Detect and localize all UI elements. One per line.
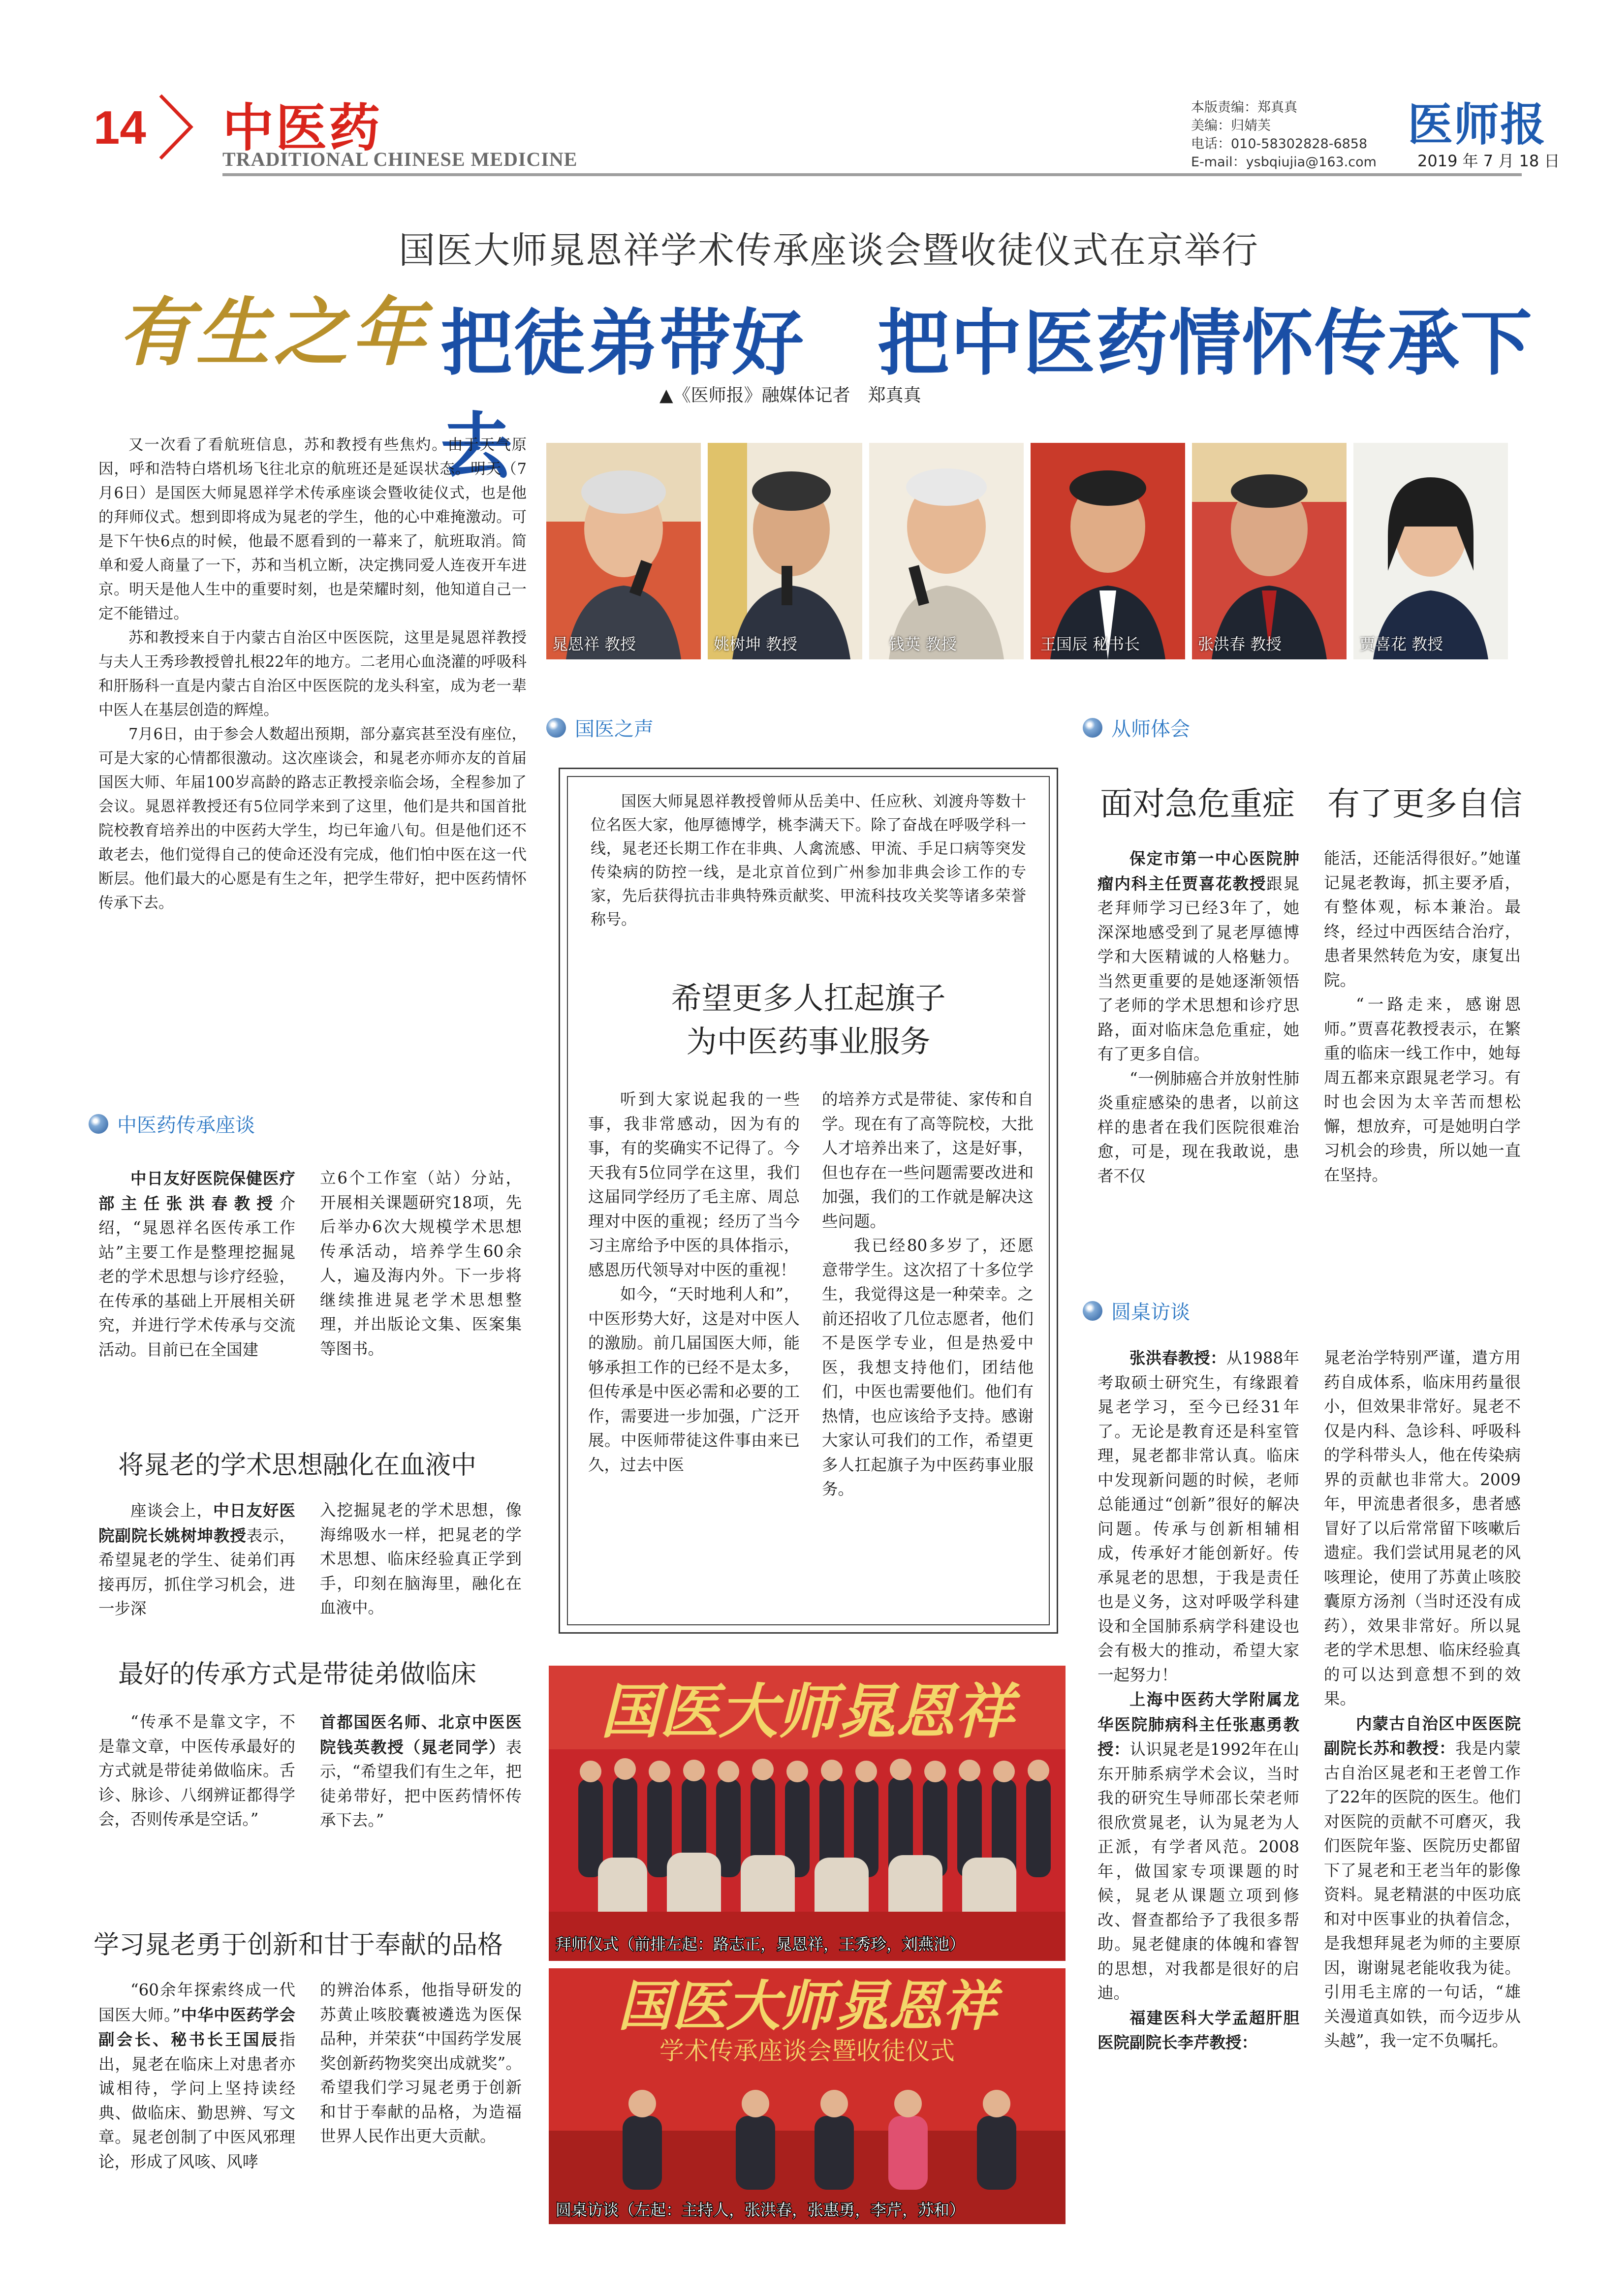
- portrait-caption: 姚树坤 教授: [714, 635, 798, 653]
- portrait-image: [1192, 443, 1347, 659]
- portrait-photo: [1031, 443, 1185, 659]
- round-col-left: 张洪春教授：从1988年考取硕士研究生，有缘跟着晁老学习，至今已经31年了。无论是教育还是科室管理，晁老都非常认真。临床中发现新问题的时候，老师总能通过“创新”很好的解决问题。传承与创新相辅相成，传承好才能创新好。传承晁老的思想，于我是责任也是义务，这对呼吸学科建设和全国肺系病学科建设也会有极大的推动，希望大家一起努力！ 上海中医药大学附属龙华医院肺病科主任张惠勇教授：认识晁老是1992年在山东开肺系病学术会议，当时我的研究生导师邵长荣老师很欣赏晁老，认为晁老为人正派，有学者风范。2008年，做国家专项课题的时候，晁老从课题立项到修改、督查都给予了我很多帮助。晁老健康的体魄和睿智的思想，对我都是很好的启迪。 福建医科大学孟超肝胆医院副院长李芹教授：: [1097, 1348, 1299, 2052]
- subhead-clinic: 最好的传承方式是带徒弟做临床: [118, 1660, 477, 1689]
- portrait-photo: [869, 443, 1024, 659]
- portrait-image: [708, 443, 862, 659]
- inherit-col-e: “传承不是靠文字，不是靠文章，中医传承最好的方式就是带徒弟做临床。舌诊、脉诊、八纲辨证都得学会，否则传承是空话。”: [98, 1712, 295, 1829]
- intro-paragraph: 又一次看了看航班信息，苏和教授有些焦灼。由于天气原因，呼和浩特白塔机场飞往北京的航班还是延误状态。明天（7月6日）是国医大师晁恩祥学术传承座谈会暨收徒仪式，也是他的拜师仪式。想到即将成为晁老的学生，他的心中难掩激动。可是下午快6点的时候，他最不愿看到的一幕来了，航班取消。简单和爱人商量了一下，苏和当机立断，决定携同爱人连夜开车进京。明天是他人生中的重要时刻，也是荣耀时刻，他知道自己一定不能错过。: [98, 436, 527, 622]
- inherit-col-f: 首都国医名师、北京中医医院钱英教授（晁老同学）表示，“希望我们有生之年，把徒弟带好，把中医药情怀传承下去。”: [320, 1712, 522, 1830]
- intro-paragraph: 苏和教授来自于内蒙古自治区中医医院，这里是晁恩祥教授与夫人王秀珍教授曾扎根22年的地方。二老用心血浇灌的呼吸科和肝肠科一直是内蒙古自治区中医医院的龙头科室，成为老一辈中医人在基层创造的辉煌。: [98, 629, 527, 719]
- banner-text: 国医大师晁恩祥: [600, 1677, 1014, 1746]
- portrait-caption: 王国辰 秘书长: [1040, 635, 1140, 653]
- section-subtitle-en: TRADITIONAL CHINESE MEDICINE: [222, 148, 578, 170]
- inherit-col-a: 中日友好医院保健医疗部主任张洪春教授介绍，“晁恩祥名医传承工作站”主要工作是整理挖掘晁老的学术思想与诊疗经验，在传承的基础上开展相关研究，并进行学术传承与交流活动。目前已在全国建: [98, 1169, 295, 1359]
- voice-lead: 国医大师晁恩祥教授曾师从岳美中、任应秋、刘渡舟等数十位名医大家，他厚德博学，桃李满天下。除了奋战在呼吸学科一线，晁老还长期工作在非典、人禽流感、甲流、手足口病等突发传染病的防控一线，是北京首位到广州参加非典会诊工作的专家，先后获得抗击非典特殊贡献奖、甲流科技攻关奖等诸多荣誉称号。: [591, 793, 1026, 929]
- follow-title: 面对急危重症 有了更多自信: [1100, 785, 1522, 823]
- bullet-icon: [1083, 718, 1102, 738]
- portrait-caption: 张洪春 教授: [1198, 635, 1282, 653]
- portrait-photo: [546, 443, 701, 659]
- portrait-image: [1031, 443, 1185, 659]
- editor-line: 本版责编：郑真真: [1191, 100, 1297, 115]
- newspaper-logo: 医师报: [1408, 98, 1547, 151]
- portrait-photo: [1192, 443, 1347, 659]
- voice-title: 希望更多人扛起旗子 为中医药事业服务: [671, 980, 946, 1059]
- portrait-image: [869, 443, 1024, 659]
- photo-caption: 拜师仪式（前排左起：路志正，晁恩祥，王秀珍，刘燕池）: [556, 1935, 966, 1954]
- bullet-icon: [1083, 1301, 1102, 1321]
- editor-info: [1191, 98, 1377, 171]
- follow-col-right: 能活，还能活得很好。”她谨记晁老教诲，抓主要矛盾，有整体观，标本兼治。最终，经过中西医结合治疗，患者果然转危为安，康复出院。 “一路走来，感谢恩师。”贾喜花教授表示，在繁重的临床一线工作中，她每周五都来京跟晁老学习。有时也会因为太辛苦而想松懈，想放弃，可是她明白学习机会的珍贵，所以她一直在坚持。: [1324, 849, 1521, 1184]
- page-number: 14: [94, 101, 146, 154]
- intro-text: [98, 433, 527, 915]
- portrait-photo: [1353, 443, 1508, 659]
- inherit-col-h: 的辨治体系，他指导研发的苏黄止咳胶囊被遴选为医保品种，并荣获“中国药学发展奖创新药物奖突出成就奖”。希望我们学习晁老勇于创新和甘于奉献的品格，为造福世界人民作出更大贡献。: [320, 1981, 522, 2145]
- portrait-caption: 贾喜花 教授: [1359, 635, 1443, 653]
- issue-date: 2019 年 7 月 18 日: [1417, 152, 1560, 170]
- follow-col-left: 保定市第一中心医院肿瘤内科主任贾喜花教授跟晁老拜师学习已经3年了，她深深地感受到了晁老厚德博学和大医精诚的人格魅力。当然更重要的是她逐渐领悟了老师的学术思想和诊疗思路，面对临床急危重症，她有了更多自信。 “一例肺癌合并放射性肺炎重症感染的患者，以前这样的患者在我们医院很难治愈，可是，现在我敢说，患者不仅: [1097, 849, 1299, 1185]
- section-title: 中医药: [222, 98, 382, 158]
- roundtable-image: [549, 1968, 1066, 2224]
- subhead-blood: 将晁老的学术思想融化在血液中: [118, 1451, 477, 1480]
- inherit-col-b: 立6个工作室（站）分站，开展相关课题研究18项，先后举办6次大规模学术思想传承活动，培养学生60余人，遍及海内外。下一步将继续推进晁老学术思想整理，并出版论文集、医案集等图书。: [320, 1169, 522, 1358]
- inherit-col-g: “60余年探索终成一代国医大师。”中华中医药学会副会长、秘书长王国辰指出，晁老在临床上对患者亦诚相待，学问上坚持读经典、做临床、勤思辨、写文章。晁老创制了中医风邪理论，形成了风咳、风哮: [98, 1981, 295, 2171]
- intro-paragraph: 7月6日，由于参会人数超出预期，部分嘉宾甚至没有座位，可是大家的心情都很激动。这次座谈会，和晁老亦师亦友的首届国医大师、年届100岁高龄的路志正教授亲临会场，全程参加了会议。晁恩祥教授还有5位同学来到了这里，他们是共和国首批院校教育培养出的中医药大学生，均已年逾八旬。但是他们还不敢老去，他们觉得自己的使命还没有完成，他们怕中医在这一代断层。他们最大的心愿是有生之年，把学生带好，把中医药情怀传承下去。: [98, 726, 527, 912]
- editor-line: E-mail：ysbqiujia@163.com: [1191, 155, 1377, 170]
- section-heading-round: 圆桌访谈: [1083, 1297, 1190, 1325]
- header-rule: [222, 173, 1522, 176]
- voice-col-right: 的培养方式是带徒、家传和自学。现在有了高等院校，大批人才培养出来了，这是好事，但也存在一些问题需要改进和加强，我们的工作就是解决这些问题。 我已经80多岁了，还愿意带学生。这次招了十多位学生，我觉得这是一种荣幸。之前还招收了几位志愿者，他们不是医学专业，但是热爱中医，我想支持他们，团结他们，中医也需要他们。他们有热情，也应该给予支持。感谢大家认可我们的工作，希望更多人扛起旗子为中医药事业服务。: [822, 1090, 1034, 1498]
- section-heading-follow: 从师体会: [1083, 714, 1190, 742]
- banner-text: 国医大师晁恩祥: [618, 1974, 997, 2038]
- portrait-caption: 钱英 教授: [889, 635, 957, 653]
- roundtable-photo: [549, 1968, 1066, 2224]
- portrait-caption: 晁恩祥 教授: [552, 635, 636, 653]
- bullet-icon: [546, 718, 566, 738]
- round-col-right: 晁老治学特别严谨，遣方用药自成体系，临床用药量很小，但效果非常好。晁老不仅是内科、急诊科、呼吸科的学科带头人，他在传染病界的贡献也非常大。2009年，甲流患者很多，患者感冒好了以后常常留下咳嗽后遗症。我们尝试用晁老的风咳理论，使用了苏黄止咳胶囊原方汤剂（当时还没有成药），效果非常好。所以晁老的学术思想、临床经验真的可以达到意想不到的效果。 内蒙古自治区中医医院副院长苏和教授：我是内蒙古自治区晁老和王老曾工作了22年的医院的医生。他们对医院的贡献不可磨灭，我们医院年鉴、医院历史都留下了晁老和王老当年的影像资料。晁老精湛的中医功底和对中医事业的执着信念，是我想拜晁老为师的主要原因，谢谢晁老能收我为徒。引用毛主席的一句话，“雄关漫道真如铁，而今迈步从头越”，我一定不负嘱托。: [1324, 1348, 1521, 2050]
- voice-col-left: 听到大家说起我的一些事，我非常感动，因为有的事，有的奖确实不记得了。今天我有5位同学在这里，我们这届同学经历了毛主席、周总理对中医的重视；经历了当今习主席给予中医的具体指示，感恩历代领导对中医的重视！ 如今，“天时地利人和”，中医形势大好，这是对中医人的激励。前几届国医大师，能够承担工作的已经不是太多，但传承是中医必需和必要的工作，需要进一步加强，广泛开展。中医师带徒这件事由来已久，过去中医: [588, 1090, 800, 1474]
- subhead-innovate: 学习晁老勇于创新和甘于奉献的品格: [94, 1930, 503, 1960]
- main-headline: 把徒弟带好 把中医药情怀传承下去: [440, 302, 1533, 489]
- editor-line: 电话：010-58302828-6858: [1191, 136, 1368, 152]
- inherit-col-c: 座谈会上，中日友好医院副院长姚树坤教授表示，希望晁老的学生、徒弟们再接再厉，抓住学习机会，进一步深: [98, 1501, 295, 1618]
- portrait-image: [546, 443, 701, 659]
- portrait-photo: [708, 443, 862, 659]
- brush-calligraphy: 有生之年: [118, 289, 430, 376]
- portrait-image: [1353, 443, 1508, 659]
- chevron-right-icon: [157, 93, 195, 161]
- headline-kicker: 国医大师晁恩祥学术传承座谈会暨收徒仪式在京举行: [399, 229, 1259, 272]
- section-heading-inherit: 中医药传承座谈: [89, 1110, 255, 1138]
- inherit-col-d: 入挖掘晁老的学术思想，像海绵吸水一样，把晁老的学术思想、临床经验真正学到手，印刻在脑海里，融化在血液中。: [320, 1501, 522, 1617]
- editor-line: 美编：归婧芙: [1191, 118, 1271, 133]
- banner-subtext: 学术传承座谈会暨收徒仪式: [659, 2037, 955, 2065]
- bullet-icon: [89, 1114, 108, 1134]
- ceremony-photo: [549, 1666, 1066, 1961]
- section-heading-voice: 国医之声: [546, 714, 654, 742]
- ceremony-image: [549, 1666, 1066, 1961]
- byline: ▲《医师报》融媒体记者 郑真真: [659, 385, 921, 405]
- photo-caption: 圆桌访谈（左起：主持人，张洪春，张惠勇，李芹，苏和）: [556, 2201, 966, 2219]
